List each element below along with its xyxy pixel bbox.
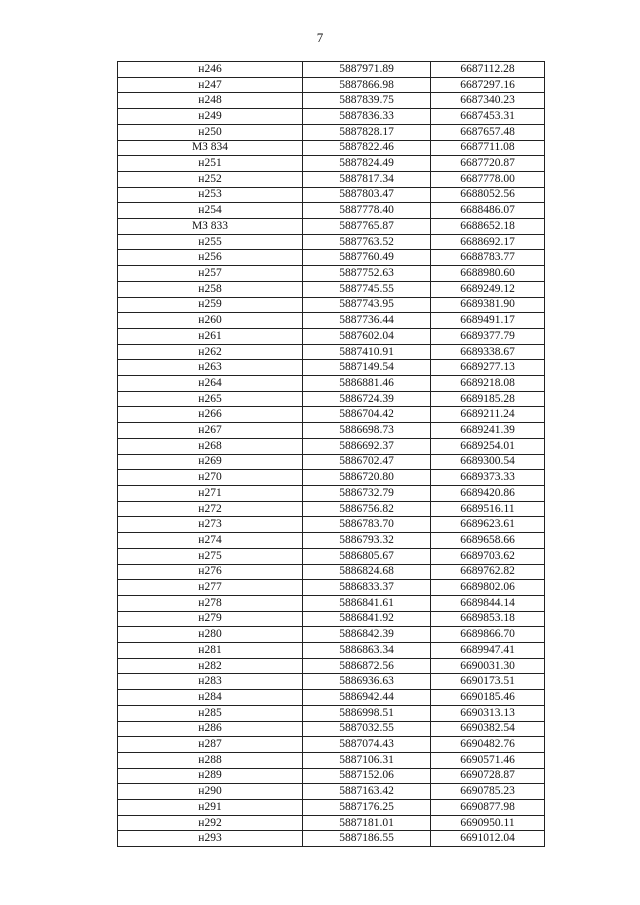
x-coordinate-cell: 5886942.44: [303, 690, 431, 706]
point-id-cell: н254: [118, 203, 303, 219]
point-id-cell: н269: [118, 454, 303, 470]
point-id-cell: н288: [118, 752, 303, 768]
table-row: [118, 171, 545, 187]
table-row: [118, 548, 545, 564]
x-coordinate-cell: 5887752.63: [303, 266, 431, 282]
x-coordinate-cell: 5887971.89: [303, 62, 431, 78]
x-coordinate-cell: 5886724.39: [303, 391, 431, 407]
x-coordinate-cell: 5887074.43: [303, 737, 431, 753]
point-id-cell: н261: [118, 328, 303, 344]
x-coordinate-cell: 5886998.51: [303, 705, 431, 721]
point-id-cell: н251: [118, 156, 303, 172]
x-coordinate-cell: 5886720.80: [303, 470, 431, 486]
table-row: [118, 643, 545, 659]
point-id-cell: н285: [118, 705, 303, 721]
point-id-cell: н277: [118, 580, 303, 596]
point-id-cell: н274: [118, 533, 303, 549]
table-row: [118, 281, 545, 297]
y-coordinate-cell: 6689381.90: [431, 297, 545, 313]
coordinates-table-body: [118, 62, 545, 847]
table-row: [118, 627, 545, 643]
x-coordinate-cell: 5887836.33: [303, 109, 431, 125]
table-row: [118, 800, 545, 816]
x-coordinate-cell: 5886936.63: [303, 674, 431, 690]
y-coordinate-cell: 6689658.66: [431, 533, 545, 549]
x-coordinate-cell: 5887824.49: [303, 156, 431, 172]
table-row: [118, 658, 545, 674]
table-row: [118, 376, 545, 392]
x-coordinate-cell: 5886805.67: [303, 548, 431, 564]
x-coordinate-cell: 5887778.40: [303, 203, 431, 219]
table-row: [118, 705, 545, 721]
point-id-cell: н250: [118, 124, 303, 140]
table-row: [118, 485, 545, 501]
y-coordinate-cell: 6689211.24: [431, 407, 545, 423]
y-coordinate-cell: 6690185.46: [431, 690, 545, 706]
point-id-cell: н252: [118, 171, 303, 187]
y-coordinate-cell: 6690950.11: [431, 815, 545, 831]
table-row: [118, 77, 545, 93]
point-id-cell: н292: [118, 815, 303, 831]
point-id-cell: н268: [118, 438, 303, 454]
point-id-cell: н257: [118, 266, 303, 282]
x-coordinate-cell: 5886783.70: [303, 517, 431, 533]
table-row: [118, 690, 545, 706]
point-id-cell: н249: [118, 109, 303, 125]
point-id-cell: н271: [118, 485, 303, 501]
x-coordinate-cell: 5886881.46: [303, 376, 431, 392]
x-coordinate-cell: 5886704.42: [303, 407, 431, 423]
x-coordinate-cell: 5887410.91: [303, 344, 431, 360]
x-coordinate-cell: 5886841.92: [303, 611, 431, 627]
y-coordinate-cell: 6690313.13: [431, 705, 545, 721]
table-row: [118, 344, 545, 360]
y-coordinate-cell: 6689373.33: [431, 470, 545, 486]
table-row: [118, 328, 545, 344]
y-coordinate-cell: 6690728.87: [431, 768, 545, 784]
y-coordinate-cell: 6689277.13: [431, 360, 545, 376]
x-coordinate-cell: 5887763.52: [303, 234, 431, 250]
y-coordinate-cell: 6690482.76: [431, 737, 545, 753]
table-row: [118, 815, 545, 831]
point-id-cell: н278: [118, 595, 303, 611]
point-id-cell: н280: [118, 627, 303, 643]
table-row: [118, 423, 545, 439]
table-row: [118, 533, 545, 549]
page-number: 7: [316, 30, 324, 45]
table-row: [118, 407, 545, 423]
y-coordinate-cell: 6690382.54: [431, 721, 545, 737]
y-coordinate-cell: 6689377.79: [431, 328, 545, 344]
x-coordinate-cell: 5887745.55: [303, 281, 431, 297]
x-coordinate-cell: 5886698.73: [303, 423, 431, 439]
x-coordinate-cell: 5887743.95: [303, 297, 431, 313]
y-coordinate-cell: 6689300.54: [431, 454, 545, 470]
y-coordinate-cell: 6690877.98: [431, 800, 545, 816]
table-row: [118, 737, 545, 753]
y-coordinate-cell: 6689254.01: [431, 438, 545, 454]
x-coordinate-cell: 5886793.32: [303, 533, 431, 549]
y-coordinate-cell: 6688652.18: [431, 219, 545, 235]
point-id-cell: н279: [118, 611, 303, 627]
point-id-cell: н276: [118, 564, 303, 580]
x-coordinate-cell: 5886702.47: [303, 454, 431, 470]
table-row: [118, 517, 545, 533]
y-coordinate-cell: 6689491.17: [431, 313, 545, 329]
table-row: [118, 109, 545, 125]
y-coordinate-cell: 6689338.67: [431, 344, 545, 360]
x-coordinate-cell: 5886842.39: [303, 627, 431, 643]
x-coordinate-cell: 5886841.61: [303, 595, 431, 611]
table-row: [118, 234, 545, 250]
y-coordinate-cell: 6690785.23: [431, 784, 545, 800]
table-row: [118, 250, 545, 266]
y-coordinate-cell: 6688980.60: [431, 266, 545, 282]
table-row: [118, 156, 545, 172]
x-coordinate-cell: 5886824.68: [303, 564, 431, 580]
table-row: [118, 784, 545, 800]
x-coordinate-cell: 5887828.17: [303, 124, 431, 140]
point-id-cell: н289: [118, 768, 303, 784]
x-coordinate-cell: 5887032.55: [303, 721, 431, 737]
x-coordinate-cell: 5887149.54: [303, 360, 431, 376]
table-row: [118, 62, 545, 78]
table-row: [118, 674, 545, 690]
y-coordinate-cell: 6687778.00: [431, 171, 545, 187]
x-coordinate-cell: 5887163.42: [303, 784, 431, 800]
point-id-cell: МЗ 833: [118, 219, 303, 235]
table-row: [118, 831, 545, 847]
table-row: [118, 580, 545, 596]
y-coordinate-cell: 6689241.39: [431, 423, 545, 439]
x-coordinate-cell: 5886872.56: [303, 658, 431, 674]
y-coordinate-cell: 6689420.86: [431, 485, 545, 501]
x-coordinate-cell: 5887760.49: [303, 250, 431, 266]
y-coordinate-cell: 6687453.31: [431, 109, 545, 125]
table-row: [118, 611, 545, 627]
x-coordinate-cell: 5887181.01: [303, 815, 431, 831]
x-coordinate-cell: 5887152.06: [303, 768, 431, 784]
y-coordinate-cell: 6687720.87: [431, 156, 545, 172]
point-id-cell: МЗ 834: [118, 140, 303, 156]
y-coordinate-cell: 6689947.41: [431, 643, 545, 659]
x-coordinate-cell: 5887765.87: [303, 219, 431, 235]
point-id-cell: н293: [118, 831, 303, 847]
table-row: [118, 297, 545, 313]
x-coordinate-cell: 5887803.47: [303, 187, 431, 203]
point-id-cell: н247: [118, 77, 303, 93]
point-id-cell: н248: [118, 93, 303, 109]
point-id-cell: н283: [118, 674, 303, 690]
point-id-cell: н267: [118, 423, 303, 439]
y-coordinate-cell: 6689623.61: [431, 517, 545, 533]
x-coordinate-cell: 5886756.82: [303, 501, 431, 517]
point-id-cell: н287: [118, 737, 303, 753]
table-row: [118, 219, 545, 235]
point-id-cell: н275: [118, 548, 303, 564]
y-coordinate-cell: 6689802.06: [431, 580, 545, 596]
table-row: [118, 501, 545, 517]
point-id-cell: н282: [118, 658, 303, 674]
x-coordinate-cell: 5886692.37: [303, 438, 431, 454]
point-id-cell: н286: [118, 721, 303, 737]
point-id-cell: н256: [118, 250, 303, 266]
table-row: [118, 391, 545, 407]
point-id-cell: н273: [118, 517, 303, 533]
point-id-cell: н264: [118, 376, 303, 392]
y-coordinate-cell: 6688692.17: [431, 234, 545, 250]
x-coordinate-cell: 5887736.44: [303, 313, 431, 329]
x-coordinate-cell: 5887839.75: [303, 93, 431, 109]
y-coordinate-cell: 6687657.48: [431, 124, 545, 140]
table-row: [118, 768, 545, 784]
x-coordinate-cell: 5886732.79: [303, 485, 431, 501]
table-row: [118, 595, 545, 611]
point-id-cell: н272: [118, 501, 303, 517]
point-id-cell: н265: [118, 391, 303, 407]
y-coordinate-cell: 6689844.14: [431, 595, 545, 611]
y-coordinate-cell: 6689703.62: [431, 548, 545, 564]
y-coordinate-cell: 6690031.30: [431, 658, 545, 674]
point-id-cell: н255: [118, 234, 303, 250]
point-id-cell: н262: [118, 344, 303, 360]
y-coordinate-cell: 6687340.23: [431, 93, 545, 109]
table-row: [118, 313, 545, 329]
y-coordinate-cell: 6689866.70: [431, 627, 545, 643]
point-id-cell: н253: [118, 187, 303, 203]
table-row: [118, 203, 545, 219]
table-row: [118, 93, 545, 109]
table-row: [118, 266, 545, 282]
x-coordinate-cell: 5886863.34: [303, 643, 431, 659]
y-coordinate-cell: 6691012.04: [431, 831, 545, 847]
y-coordinate-cell: 6687297.16: [431, 77, 545, 93]
table-row: [118, 438, 545, 454]
table-row: [118, 187, 545, 203]
y-coordinate-cell: 6688783.77: [431, 250, 545, 266]
y-coordinate-cell: 6689853.18: [431, 611, 545, 627]
point-id-cell: н246: [118, 62, 303, 78]
point-id-cell: н291: [118, 800, 303, 816]
y-coordinate-cell: 6690571.46: [431, 752, 545, 768]
point-id-cell: н263: [118, 360, 303, 376]
point-id-cell: н290: [118, 784, 303, 800]
point-id-cell: н259: [118, 297, 303, 313]
point-id-cell: н270: [118, 470, 303, 486]
y-coordinate-cell: 6687112.28: [431, 62, 545, 78]
table-row: [118, 564, 545, 580]
table-row: [118, 124, 545, 140]
table-row: [118, 454, 545, 470]
y-coordinate-cell: 6689762.82: [431, 564, 545, 580]
coordinates-table: [117, 61, 545, 847]
y-coordinate-cell: 6688052.56: [431, 187, 545, 203]
x-coordinate-cell: 5887176.25: [303, 800, 431, 816]
table-row: [118, 721, 545, 737]
x-coordinate-cell: 5886833.37: [303, 580, 431, 596]
point-id-cell: н260: [118, 313, 303, 329]
table-row: [118, 140, 545, 156]
point-id-cell: н281: [118, 643, 303, 659]
y-coordinate-cell: 6689516.11: [431, 501, 545, 517]
y-coordinate-cell: 6689218.08: [431, 376, 545, 392]
point-id-cell: н284: [118, 690, 303, 706]
x-coordinate-cell: 5887817.34: [303, 171, 431, 187]
y-coordinate-cell: 6687711.08: [431, 140, 545, 156]
y-coordinate-cell: 6689185.28: [431, 391, 545, 407]
y-coordinate-cell: 6688486.07: [431, 203, 545, 219]
x-coordinate-cell: 5887866.98: [303, 77, 431, 93]
y-coordinate-cell: 6689249.12: [431, 281, 545, 297]
table-row: [118, 360, 545, 376]
x-coordinate-cell: 5887822.46: [303, 140, 431, 156]
point-id-cell: н258: [118, 281, 303, 297]
point-id-cell: н266: [118, 407, 303, 423]
y-coordinate-cell: 6690173.51: [431, 674, 545, 690]
x-coordinate-cell: 5887186.55: [303, 831, 431, 847]
table-row: [118, 752, 545, 768]
x-coordinate-cell: 5887602.04: [303, 328, 431, 344]
x-coordinate-cell: 5887106.31: [303, 752, 431, 768]
table-row: [118, 470, 545, 486]
